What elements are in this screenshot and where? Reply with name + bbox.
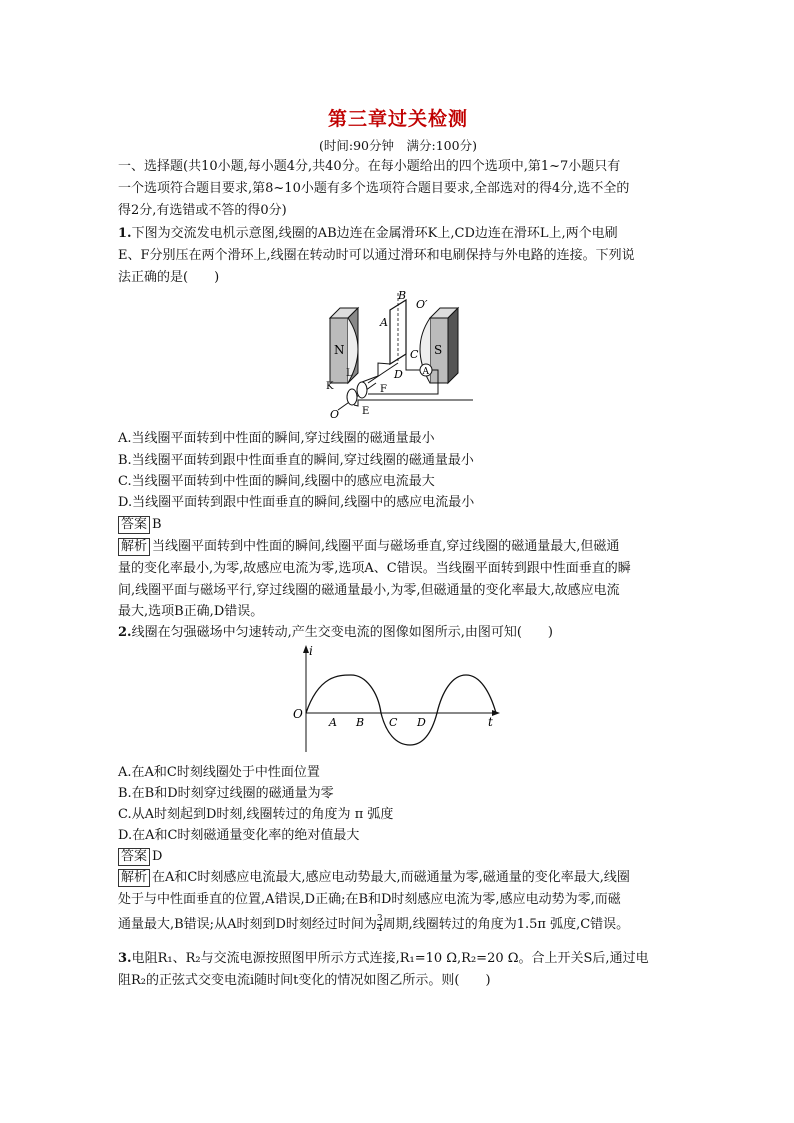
q1-option-d: D.当线圈平面转到跟中性面垂直的瞬间,线圈中的感应电流最小 — [118, 495, 475, 510]
label-O: O — [330, 408, 340, 420]
q2-analysis-line2: 处于与中性面垂直的位置,A错误,D正确;在B和D时刻感应电流为零,感应电动势为零,而磁 — [118, 892, 621, 907]
label-E: E — [362, 406, 370, 417]
q1-answer-value: B — [152, 517, 162, 532]
meter-label: A — [422, 367, 429, 377]
q1-analysis-line2: 量的变化率最小,为零,故感应电流为零,选项A、C错误。当线圈平面转到跟中性面垂直的瞬 — [118, 561, 631, 576]
tick-label-B: B — [356, 716, 365, 729]
q3-number: 3. — [118, 951, 132, 966]
generator-diagram — [318, 288, 478, 420]
page-subtitle: (时间:90分钟 满分:100分) — [319, 138, 477, 153]
label-N: N — [334, 343, 345, 357]
axis-label-t: t — [488, 715, 493, 729]
page-title: 第三章过关检测 — [327, 108, 468, 130]
q2-analysis-text3a: 通量最大,B错误;从A时刻到D时刻经过时间为 — [118, 917, 377, 932]
section-instructions-line1: 一、选择题(共10小题,每小题4分,共40分。在每小题给出的四个选项中,第1~7小题只有 — [118, 159, 621, 174]
tick-label-D: D — [417, 716, 426, 729]
fraction-denominator: 4 — [376, 924, 383, 934]
q1-stem-text1: 下图为交流发电机示意图,线圈的AB边连在金属滑环K上,CD边连在滑环L上,两个电刷 — [131, 226, 618, 241]
label-S: S — [434, 343, 443, 357]
q2-option-c: C.从A时刻起到D时刻,线圈转过的角度为 π 弧度 — [118, 807, 394, 822]
label-A: A — [380, 316, 388, 329]
q2-option-d: D.在A和C时刻磁通量变化率的绝对值最大 — [118, 828, 360, 843]
q2-analysis-line1 — [118, 867, 703, 889]
q2-answer-value: D — [152, 849, 163, 864]
tick-label-A: A — [329, 716, 337, 729]
q1-option-a: A.当线圈平面转到中性面的瞬间,穿过线圈的磁通量最小 — [118, 431, 435, 446]
label-F: F — [380, 384, 387, 395]
label-C: C — [410, 348, 419, 361]
q2-analysis-text1: 在A和C时刻感应电流最大,感应电动势最大,而磁通量为零,磁通量的变化率最大,线圈 — [152, 870, 630, 885]
q1-analysis-line1 — [118, 536, 703, 558]
q2-option-b: B.在B和D时刻穿过线圈的磁通量为零 — [118, 786, 334, 801]
analysis-tag: 解析 — [118, 869, 150, 887]
q2-answer — [118, 846, 703, 868]
q1-stem-line1 — [118, 223, 703, 245]
q2-analysis-text3b: 周期,线圈转过的角度为1.5π 弧度,C错误。 — [382, 917, 630, 932]
q2-stem-text: 线圈在匀强磁场中匀速转动,产生交变电流的图像如图所示,由图可知( ) — [131, 625, 553, 640]
q2-stem — [118, 622, 703, 644]
label-L: L — [346, 368, 353, 379]
q2-analysis-line3 — [118, 914, 703, 936]
answer-tag: 答案 — [118, 516, 150, 534]
fraction-numerator: 3 — [376, 914, 383, 924]
q1-option-b: B.当线圈平面转到跟中性面垂直的瞬间,穿过线圈的磁通量最小 — [118, 453, 474, 468]
q1-analysis-text1: 当线圈平面转到中性面的瞬间,线圈平面与磁场垂直,穿过线圈的磁通量最大,但磁通 — [152, 539, 620, 554]
ac-current-graph — [290, 642, 505, 757]
tick-label-C: C — [389, 716, 398, 729]
q1-option-c: C.当线圈平面转到中性面的瞬间,线圈中的感应电流最大 — [118, 474, 435, 489]
q1-stem-line2: E、F分别压在两个滑环上,线圈在转动时可以通过滑环和电刷保持与外电路的连接。下列说 — [118, 248, 635, 263]
q3-stem-text1: 电阻R₁、R₂与交流电源按照图甲所示方式连接,R₁=10 Ω,R₂=20 Ω。合上开关S后,通过电 — [131, 951, 649, 966]
label-D: D — [394, 368, 403, 381]
q1-analysis-line4: 最大,选项B正确,D错误。 — [118, 604, 264, 619]
q3-stem-line2: 阻R₂的正弦式交变电流i随时间t变化的情况如图乙所示。则( ) — [118, 973, 491, 988]
q1-analysis-line3: 间,线圈平面与磁场平行,穿过线圈的磁通量最小,为零,但磁通量的变化率最大,故感应电流 — [118, 583, 620, 598]
answer-tag: 答案 — [118, 848, 150, 866]
q1-number: 1. — [118, 226, 132, 241]
label-B: B — [398, 289, 407, 302]
q2-option-a: A.在A和C时刻线圈处于中性面位置 — [118, 765, 320, 780]
label-O-prime: O′ — [416, 298, 428, 311]
section-instructions-line2: 一个选项符合题目要求,第8~10小题有多个选项符合题目要求,全部选对的得4分,选不全的 — [118, 181, 630, 196]
q1-stem-line3: 法正确的是( ) — [118, 270, 220, 285]
q3-stem-line1 — [118, 948, 703, 970]
analysis-tag: 解析 — [118, 538, 150, 556]
q1-answer — [118, 514, 703, 536]
label-K: K — [326, 381, 334, 392]
q2-number: 2. — [118, 625, 132, 640]
origin-label: O — [293, 707, 303, 721]
axis-label-i: i — [309, 644, 313, 658]
section-instructions-line3: 得2分,有选错或不答的得0分) — [118, 203, 287, 218]
